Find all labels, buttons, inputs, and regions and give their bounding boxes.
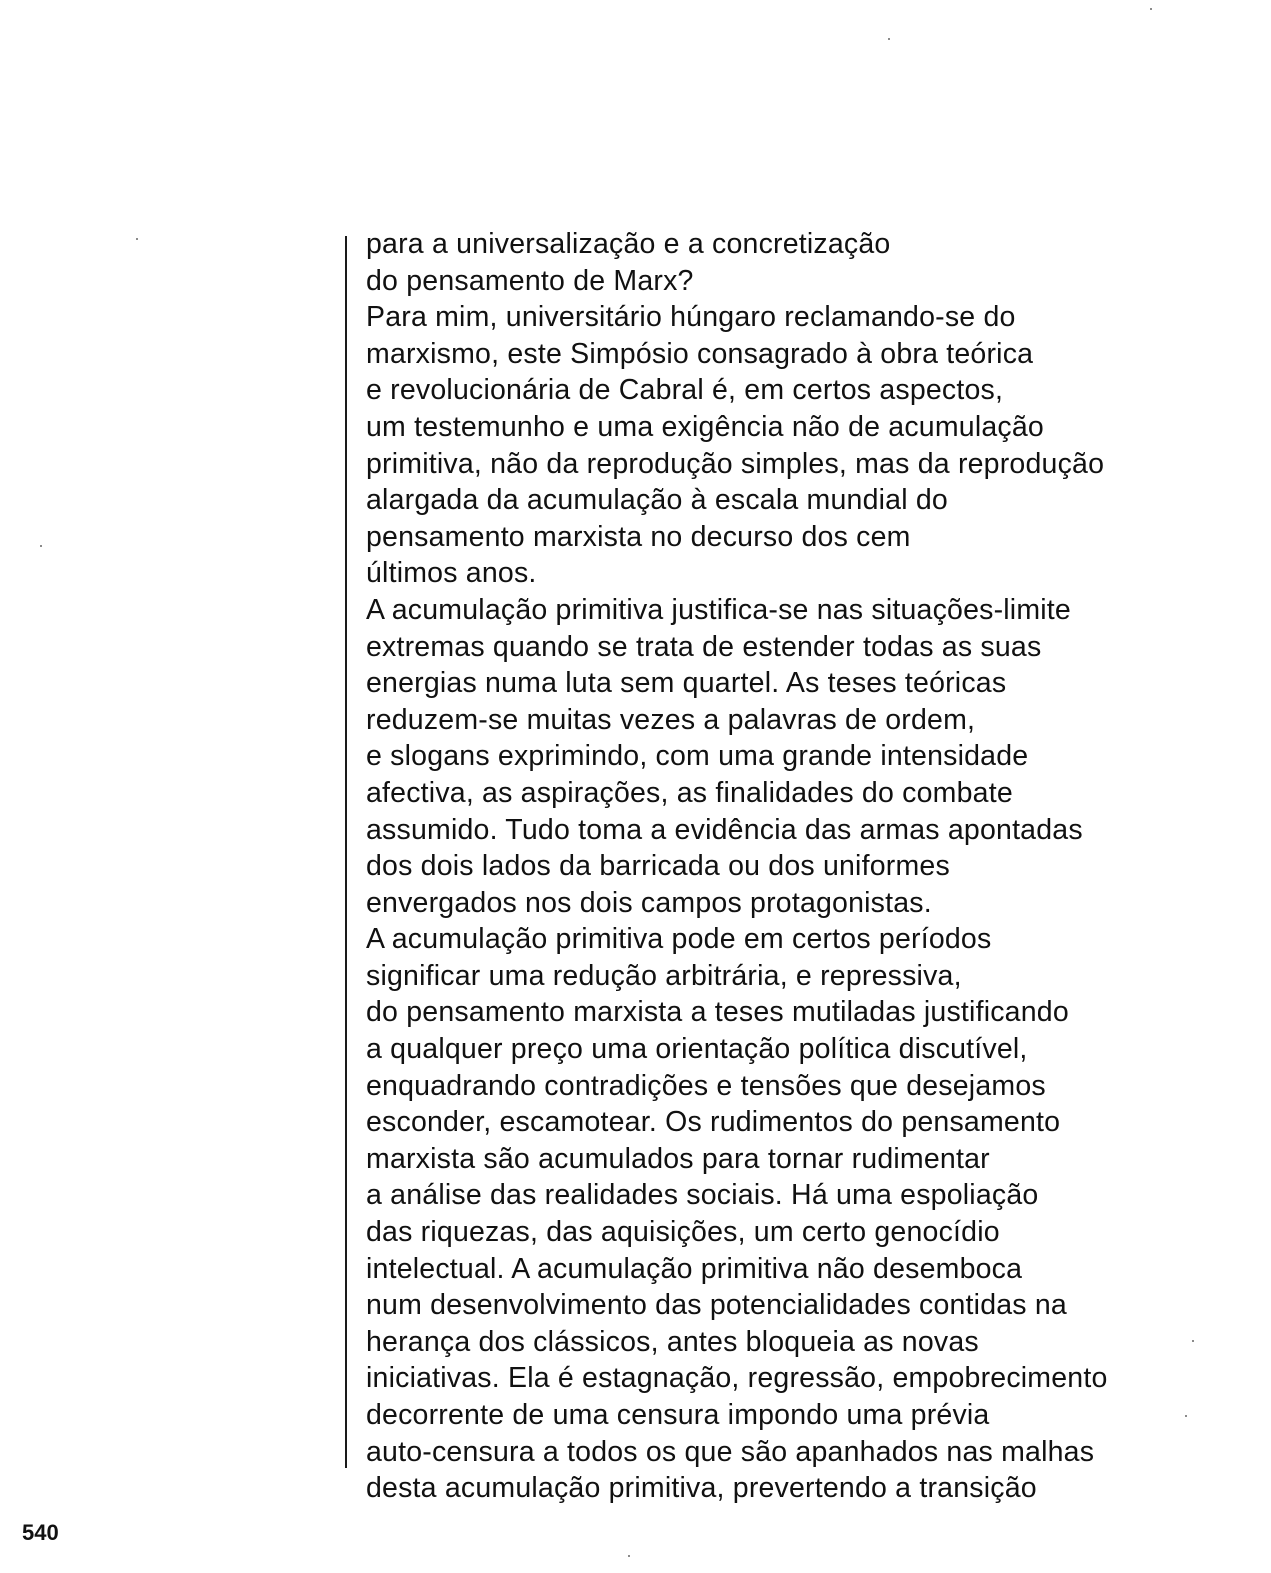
scan-speck — [136, 238, 138, 240]
text-line: assumido. Tudo toma a evidência das armas apontadas — [366, 813, 1083, 846]
text-line: para a universalização e a concretização — [366, 228, 891, 260]
text-line: significar uma redução arbitrária, e repressiva, — [366, 959, 962, 992]
text-line: envergados nos dois campos protagonistas. — [366, 886, 932, 919]
text-line: Para mim, universitário húngaro reclamando-se do — [366, 301, 1016, 334]
text-line: marxista são acumulados para tornar rudimentar — [366, 1142, 990, 1175]
text-line: alargada da acumulação à escala mundial do — [366, 484, 948, 517]
text-line: reduzem-se muitas vezes a palavras de ordem, — [366, 703, 976, 736]
scan-speck — [628, 1555, 630, 1557]
page-number: 540 — [22, 1520, 59, 1545]
text-line: marxismo, este Simpósio consagrado à obra teórica — [366, 337, 1034, 370]
scan-speck — [1192, 1340, 1194, 1342]
text-line: A acumulação primitiva justifica-se nas situações-limite — [366, 593, 1071, 626]
text-line: desta acumulação primitiva, prevertendo a transição — [366, 1472, 1037, 1505]
text-line: e revolucionária de Cabral é, em certos aspectos, — [366, 374, 1004, 407]
text-line: do pensamento marxista a teses mutiladas justificando — [366, 996, 1069, 1029]
text-line: enquadrando contradições e tensões que desejamos — [366, 1069, 1046, 1102]
text-line: primitiva, não da reprodução simples, mas da reprodução — [366, 447, 1105, 480]
scan-speck — [40, 545, 42, 547]
text-line: dos dois lados da barricada ou dos uniformes — [366, 850, 950, 883]
text-line: extremas quando se trata de estender todas as suas — [366, 630, 1042, 663]
margin-rule — [345, 236, 347, 1468]
text-line: a análise das realidades sociais. Há uma espoliação — [366, 1179, 1039, 1212]
scan-speck — [888, 38, 890, 40]
text-line: esconder, escamotear. Os rudimentos do pensamento — [366, 1106, 1061, 1139]
text-line: energias numa luta sem quartel. As teses teóricas — [366, 667, 1007, 700]
text-line: e slogans exprimindo, com uma grande intensidade — [366, 740, 1029, 773]
text-line: das riquezas, das aquisições, um certo genocídio — [366, 1216, 1000, 1249]
text-line: últimos anos. — [366, 557, 537, 590]
scan-speck — [1185, 1415, 1187, 1417]
body-text — [366, 226, 1246, 1507]
text-line: herança dos clássicos, antes bloqueia as novas — [366, 1325, 979, 1358]
scan-speck — [1150, 8, 1152, 10]
text-line: a qualquer preço uma orientação política discutível, — [366, 1033, 1028, 1066]
text-line: afectiva, as aspirações, as finalidades do combate — [366, 776, 1013, 809]
text-line: do pensamento de Marx? — [366, 264, 694, 297]
text-line: pensamento marxista no decurso dos cem — [366, 520, 911, 553]
text-line: decorrente de uma censura impondo uma prévia — [366, 1399, 990, 1431]
text-line: um testemunho e uma exigência não de acumulação — [366, 410, 1044, 443]
text-line: num desenvolvimento das potencialidades contidas na — [366, 1289, 1067, 1322]
text-line: iniciativas. Ela é estagnação, regressão, empobrecimento — [366, 1362, 1108, 1395]
text-line: A acumulação primitiva pode em certos períodos — [366, 923, 992, 956]
text-line: intelectual. A acumulação primitiva não desemboca — [366, 1252, 1023, 1285]
text-line: auto-censura a todos os que são apanhados nas malhas — [366, 1435, 1095, 1468]
